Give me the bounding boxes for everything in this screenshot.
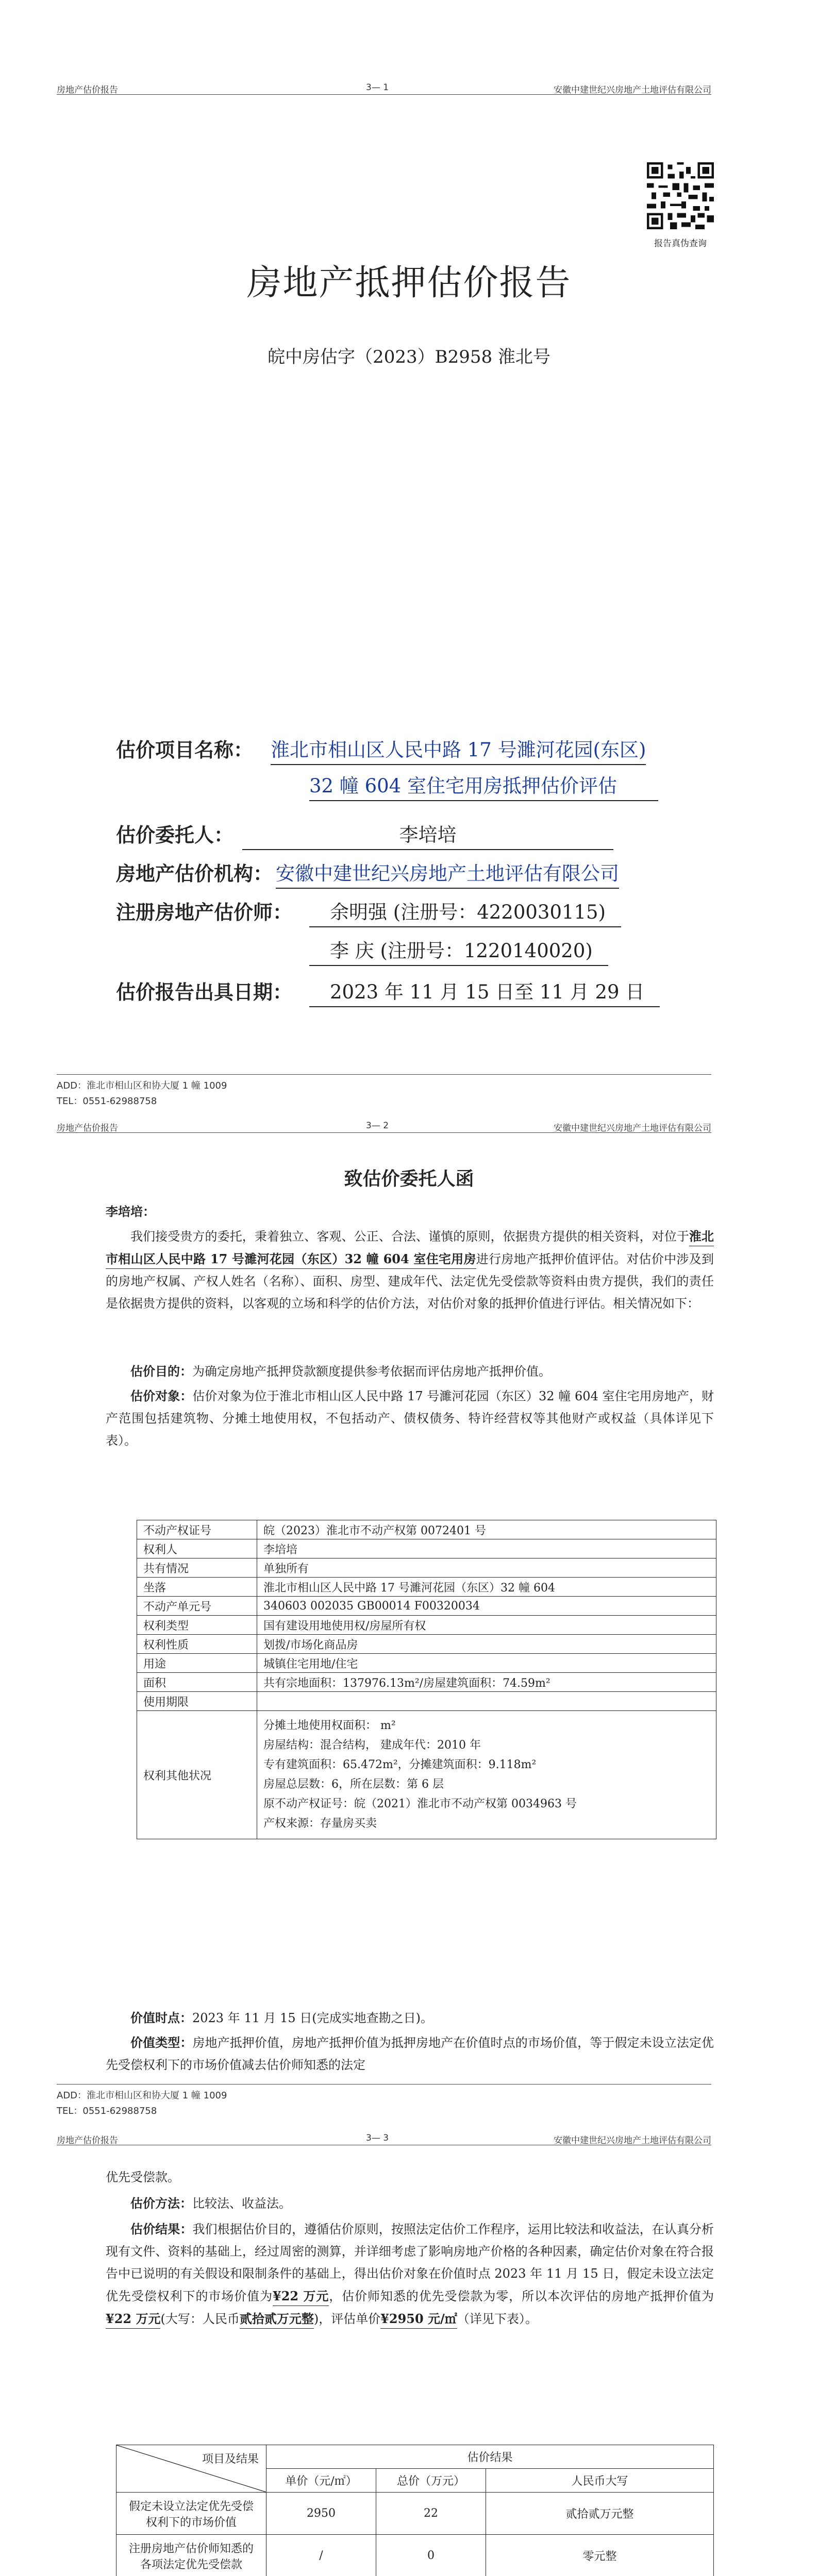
header-company: 安徽中建世纪兴房地产土地评估有限公司	[554, 85, 711, 95]
rights-row	[137, 1520, 716, 1539]
valuer-label: 注册房地产估价师：	[116, 901, 293, 924]
result-row	[116, 2493, 714, 2535]
rights-other-line: 房屋结构：混合结构， 建成年代：2010 年	[263, 1739, 481, 1752]
rights-row	[137, 1635, 716, 1654]
client-label: 估价委托人：	[116, 824, 234, 846]
head-upper: 人民币大写	[486, 2469, 714, 2493]
rights-row	[137, 1692, 716, 1711]
letter-salutation: 李培培：	[106, 1204, 155, 1219]
rights-key: 不动产权证号	[137, 1520, 257, 1539]
result-row	[116, 2535, 714, 2576]
result-unit: 2950	[266, 2493, 376, 2535]
rights-key: 坐落	[137, 1578, 257, 1597]
rights-value: 共有宗地面积：137976.13m²/房屋建筑面积：74.59m²	[257, 1673, 716, 1692]
value-time-label: 价值时点：	[130, 2010, 192, 2025]
rights-other-line: 原不动产权证号：皖（2021）淮北市不动产权第 0034963 号	[263, 1798, 577, 1810]
page-footer	[57, 2088, 227, 2119]
page-footer	[57, 1078, 227, 1109]
header-page: 3— 2	[366, 1121, 389, 1131]
rights-other-line: 房屋总层数：6，所在层数：第 6 层	[263, 1778, 444, 1791]
result-upper: 贰拾贰万元整	[486, 2493, 714, 2535]
head-result: 估价结果	[266, 2445, 714, 2469]
header-rule	[57, 94, 711, 95]
mortgage-value: ¥22 万元	[106, 2311, 160, 2329]
rights-row	[137, 1616, 716, 1635]
rights-key: 权利其他状况	[137, 1711, 257, 1839]
head-unit: 单价（元/㎡）	[266, 2469, 376, 2493]
object-label: 估价对象：	[130, 1388, 193, 1403]
result-paragraph: 估价结果：我们根据估价目的，遵循估价原则，按照法定估价工作程序，运用比较法和收益法，在认真分析现有文件、资料的基础上，经过周密的测算，并详细考虑了影响房地产价格的各种因素，确定估价对象在符合报告中已说明的有关假设和限制条件的基础上，得出估价对象在价值时点 2023 年 11 月 15 日，假定未设立法定优先受偿权利下的市场价值为¥22 万元，估价师知悉的优先受偿款为零，所以本次评估的房地产抵押价值为¥22 万元(大写：人民币贰拾贰万元整)，评估单价¥2950 元/㎡（详见下表）。	[106, 2218, 714, 2330]
report-title: 房地产抵押估价报告	[246, 263, 572, 303]
project-label: 估价项目名称：	[116, 739, 254, 761]
rights-other-line: 产权来源：存量房买卖	[263, 1817, 377, 1830]
rights-row	[137, 1654, 716, 1673]
rights-key: 面积	[137, 1673, 257, 1692]
footer-tel: TEL：0551-62988758	[57, 2106, 157, 2116]
rights-key: 用途	[137, 1654, 257, 1673]
result-total: 22	[376, 2493, 486, 2535]
purpose-label: 估价目的：	[130, 1364, 192, 1379]
report-number: 皖中房估字（2023）B2958 淮北号	[268, 347, 550, 367]
qr-caption: 报告真伪查询	[654, 239, 707, 249]
rights-row	[137, 1539, 716, 1558]
valuer-2: 李 庆 (注册号：1220140020)	[309, 935, 608, 966]
head-total: 总价（万元）	[376, 2469, 486, 2493]
project-value-line2: 32 幢 604 室住宅用房抵押估价评估	[309, 770, 658, 801]
rights-key: 权利性质	[137, 1635, 257, 1654]
result-total: 0	[376, 2535, 486, 2576]
issue-date-label: 估价报告出具日期：	[116, 981, 293, 1004]
result-unit: /	[266, 2535, 376, 2576]
letter-heading: 致估价委托人函	[344, 1168, 474, 1190]
header-company: 安徽中建世纪兴房地产土地评估有限公司	[554, 2136, 711, 2146]
rights-value: 国有建设用地使用权/房屋所有权	[257, 1616, 716, 1635]
org-value: 安徽中建世纪兴房地产土地评估有限公司	[276, 858, 619, 889]
unit-price: ¥2950 元/㎡	[380, 2311, 457, 2329]
rights-value: 单独所有	[257, 1558, 716, 1578]
rights-value: 李培培	[257, 1539, 716, 1558]
result-item: 假定未设立法定优先受偿权利下的市场价值	[116, 2493, 266, 2535]
rights-value: 皖（2023）淮北市不动产权第 0072401 号	[257, 1520, 716, 1539]
header-page: 3— 1	[366, 82, 389, 93]
value-type-paragraph	[106, 2031, 714, 2076]
rights-value: 340603 002035 GB00014 F00320034	[257, 1597, 716, 1616]
qr-code-icon[interactable]	[647, 162, 714, 229]
header-page: 3— 3	[366, 2133, 389, 2143]
footer-tel: TEL：0551-62988758	[57, 1096, 157, 1107]
rights-key: 使用期限	[137, 1692, 257, 1711]
header-left: 房地产估价报告	[57, 1123, 118, 1133]
valuation-result-table	[116, 2445, 714, 2576]
result-label: 估价结果：	[130, 2222, 193, 2236]
issue-date-value: 2023 年 11 月 15 日至 11 月 29 日	[309, 976, 660, 1007]
method-label: 估价方法：	[130, 2196, 192, 2211]
diagonal-header-cell	[116, 2445, 266, 2493]
letter-paragraph-1: 我们接受贵方的委托，秉着独立、客观、公正、合法、谨慎的原则，依据贵方提供的相关资料，对位于淮北市相山区人民中路 17 号濉河花园（东区）32 幢 604 室住宅用房进行房地产抵押价值评估。对估价中涉及到的房地产权属、产权人姓名（名称）、面积、房型、建成年代、法定优先受偿款等资料由贵方提供，我们的责任是依据贵方提供的资料，以客观的立场和科学的估价方法，对估价对象的抵押价值进行评估。相关情况如下：	[106, 1229, 714, 1311]
head-item: 项目及结果	[202, 2453, 259, 2466]
rights-row	[137, 1558, 716, 1578]
footer-address: ADD：淮北市相山区和协大厦 1 幢 1009	[57, 2090, 227, 2101]
rights-key: 权利人	[137, 1539, 257, 1558]
project-value-line1: 淮北市相山区人民中路 17 号濉河花园(东区)	[271, 734, 646, 765]
rights-other-line: 分摊土地使用权面积： m²	[263, 1719, 396, 1732]
rights-row	[137, 1711, 716, 1839]
org-label: 房地产估价机构：	[116, 862, 273, 885]
header-company: 安徽中建世纪兴房地产土地评估有限公司	[554, 1123, 711, 1133]
rights-row	[137, 1597, 716, 1616]
rights-value: 淮北市相山区人民中路 17 号濉河花园（东区）32 幢 604	[257, 1578, 716, 1597]
market-value: ¥22 万元	[273, 2289, 329, 2306]
value-type-label: 价值类型：	[130, 2035, 193, 2050]
property-address: 淮北市相山区人民中路 17 号濉河花园（东区）32 幢 604 室住宅用房	[106, 1229, 714, 1269]
result-upper: 零元整	[486, 2535, 714, 2576]
header-rule	[57, 1132, 711, 1133]
valuer-1: 余明强 (注册号：4220030115)	[309, 896, 621, 927]
object-paragraph: 估价对象：估价对象为位于淮北市相山区人民中路 17 号濉河花园（东区）32 幢 604 室住宅用房地产，财产范围包括建筑物、分摊土地使用权，不包括动产、债权债务、特许经营权等其他财产或权益（具体详见下表）。	[106, 1388, 714, 1448]
client-value: 李培培	[242, 819, 613, 850]
rights-key: 不动产单元号	[137, 1597, 257, 1616]
rights-other-value	[257, 1711, 716, 1839]
rights-value: 划拨/市场化商品房	[257, 1635, 716, 1654]
rights-other-line: 专有建筑面积：65.472m²，分摊建筑面积：9.118m²	[263, 1758, 537, 1771]
rights-key: 权利类型	[137, 1616, 257, 1635]
value-type-text-continued: 优先受偿款。	[106, 2170, 180, 2184]
value-time-paragraph: 价值时点：2023 年 11 月 15 日(完成实地查勘之日)。	[130, 2010, 433, 2025]
result-item: 注册房地产估价师知悉的各项法定优先受偿款	[116, 2535, 266, 2576]
value-type-text-a: 房地产抵押价值，房地产抵押价值为抵押房地产在价值时点的市场价值，等于假定未设立法定优先受偿权利下的市场价值减去估价师知悉的法定	[106, 2036, 714, 2072]
rights-row	[137, 1673, 716, 1692]
method-paragraph: 估价方法：比较法、收益法。	[130, 2196, 291, 2211]
mortgage-value-upper: 贰拾贰万元整	[240, 2311, 314, 2329]
header-left: 房地产估价报告	[57, 2136, 118, 2146]
rights-value: 城镇住宅用地/住宅	[257, 1654, 716, 1673]
purpose-paragraph: 估价目的：为确定房地产抵押贷款额度提供参考依据而评估房地产抵押价值。	[130, 1364, 551, 1379]
property-rights-table	[137, 1520, 716, 1839]
rights-row	[137, 1578, 716, 1597]
header-left: 房地产估价报告	[57, 85, 118, 95]
rights-value	[257, 1692, 716, 1711]
footer-address: ADD：淮北市相山区和协大厦 1 幢 1009	[57, 1080, 227, 1091]
rights-key: 共有情况	[137, 1558, 257, 1578]
footer-rule	[57, 1074, 711, 1075]
